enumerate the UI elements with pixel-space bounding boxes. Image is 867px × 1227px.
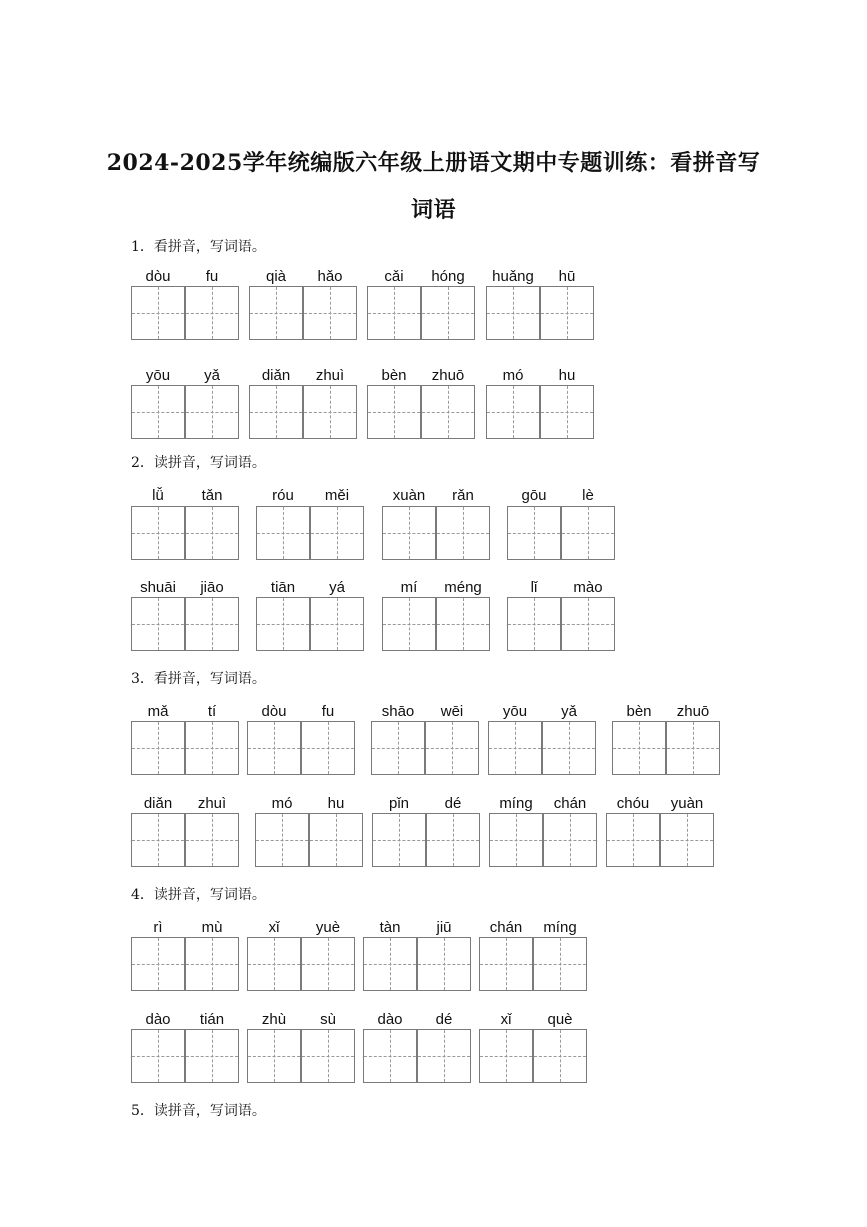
- pinyin-syllable: yá: [329, 579, 345, 596]
- tianzige-writing-box[interactable]: [371, 721, 425, 775]
- pinyin-syllable: fu: [321, 703, 335, 720]
- pinyin-syllable: hū: [558, 268, 576, 285]
- tianzige-writing-box[interactable]: [382, 506, 436, 560]
- pinyin-syllable: zhuì: [197, 795, 227, 812]
- question-5-label: 5．读拼音，写词语。: [131, 1103, 266, 1119]
- tianzige-writing-box[interactable]: [479, 1029, 533, 1083]
- tianzige-writing-box[interactable]: [247, 1029, 301, 1083]
- pinyin-syllable: diǎn: [261, 367, 291, 384]
- tianzige-writing-box[interactable]: [131, 1029, 185, 1083]
- tianzige-writing-box[interactable]: [367, 385, 421, 439]
- tianzige-writing-box[interactable]: [507, 597, 561, 651]
- pinyin-syllable: dòu: [261, 703, 287, 720]
- pinyin-syllable: dé: [435, 1011, 453, 1028]
- pinyin-syllable: pǐn: [388, 795, 410, 812]
- pinyin-syllable: zhuō: [676, 703, 710, 720]
- pinyin-syllable: mí: [400, 579, 418, 596]
- tianzige-writing-box[interactable]: [425, 721, 479, 775]
- tianzige-writing-box[interactable]: [131, 721, 185, 775]
- tianzige-writing-box[interactable]: [363, 1029, 417, 1083]
- pinyin-syllable: fu: [205, 268, 219, 285]
- tianzige-writing-box[interactable]: [561, 506, 615, 560]
- tianzige-writing-box[interactable]: [533, 937, 587, 991]
- pinyin-syllable: bèn: [381, 367, 407, 384]
- pinyin-syllable: zhuō: [431, 367, 465, 384]
- tianzige-writing-box[interactable]: [310, 597, 364, 651]
- tianzige-writing-box[interactable]: [185, 721, 239, 775]
- tianzige-writing-box[interactable]: [666, 721, 720, 775]
- tianzige-writing-box[interactable]: [301, 937, 355, 991]
- pinyin-syllable: měi: [324, 487, 350, 504]
- tianzige-writing-box[interactable]: [417, 1029, 471, 1083]
- pinyin-syllable: róu: [272, 487, 294, 504]
- tianzige-writing-box[interactable]: [363, 937, 417, 991]
- question-4-label: 4．读拼音，写词语。: [131, 887, 266, 903]
- tianzige-writing-box[interactable]: [367, 286, 421, 340]
- tianzige-writing-box[interactable]: [382, 597, 436, 651]
- tianzige-writing-box[interactable]: [309, 813, 363, 867]
- pinyin-syllable: shāo: [381, 703, 415, 720]
- pinyin-syllable: sù: [320, 1011, 336, 1028]
- tianzige-writing-box[interactable]: [303, 286, 357, 340]
- tianzige-writing-box[interactable]: [131, 286, 185, 340]
- pinyin-syllable: lǚ: [152, 487, 164, 504]
- tianzige-writing-box[interactable]: [479, 937, 533, 991]
- pinyin-syllable: lè: [582, 487, 594, 504]
- pinyin-syllable: diǎn: [143, 795, 173, 812]
- tianzige-writing-box[interactable]: [561, 597, 615, 651]
- pinyin-syllable: què: [547, 1011, 573, 1028]
- pinyin-syllable: gōu: [521, 487, 547, 504]
- pinyin-syllable: xuàn: [392, 487, 426, 504]
- pinyin-syllable: chóu: [616, 795, 650, 812]
- pinyin-syllable: cǎi: [384, 268, 404, 285]
- tianzige-writing-box[interactable]: [417, 937, 471, 991]
- tianzige-writing-box[interactable]: [131, 506, 185, 560]
- pinyin-syllable: chán: [489, 919, 523, 936]
- pinyin-syllable: mǎ: [147, 703, 169, 720]
- pinyin-syllable: mù: [201, 919, 223, 936]
- tianzige-writing-box[interactable]: [533, 1029, 587, 1083]
- title-line-2: 词语: [410, 197, 456, 223]
- tianzige-writing-box[interactable]: [255, 813, 309, 867]
- pinyin-syllable: tàn: [379, 919, 401, 936]
- pinyin-syllable: mào: [573, 579, 603, 596]
- tianzige-writing-box[interactable]: [421, 385, 475, 439]
- tianzige-writing-box[interactable]: [542, 721, 596, 775]
- pinyin-syllable: yōu: [502, 703, 528, 720]
- pinyin-syllable: yǎ: [204, 367, 220, 384]
- tianzige-writing-box[interactable]: [185, 813, 239, 867]
- pinyin-syllable: míng: [543, 919, 577, 936]
- tianzige-writing-box[interactable]: [249, 286, 303, 340]
- tianzige-writing-box[interactable]: [301, 721, 355, 775]
- pinyin-syllable: jiū: [436, 919, 452, 936]
- tianzige-writing-box[interactable]: [131, 385, 185, 439]
- pinyin-syllable: xǐ: [268, 919, 280, 936]
- question-1-label: 1．看拼音，写词语。: [131, 239, 266, 255]
- tianzige-writing-box[interactable]: [131, 813, 185, 867]
- pinyin-syllable: yuàn: [670, 795, 704, 812]
- tianzige-writing-box[interactable]: [540, 286, 594, 340]
- pinyin-syllable: rì: [153, 919, 163, 936]
- pinyin-syllable: tí: [207, 703, 217, 720]
- tianzige-writing-box[interactable]: [606, 813, 660, 867]
- pinyin-syllable: wēi: [440, 703, 464, 720]
- pinyin-syllable: mó: [271, 795, 293, 812]
- pinyin-syllable: shuāi: [140, 579, 176, 596]
- tianzige-writing-box[interactable]: [131, 597, 185, 651]
- tianzige-writing-box[interactable]: [185, 385, 239, 439]
- tianzige-writing-box[interactable]: [486, 385, 540, 439]
- tianzige-writing-box[interactable]: [660, 813, 714, 867]
- tianzige-writing-box[interactable]: [372, 813, 426, 867]
- pinyin-syllable: bèn: [626, 703, 652, 720]
- pinyin-syllable: zhuì: [315, 367, 345, 384]
- pinyin-syllable: yǎ: [561, 703, 577, 720]
- tianzige-writing-box[interactable]: [303, 385, 357, 439]
- tianzige-writing-box[interactable]: [247, 721, 301, 775]
- tianzige-writing-box[interactable]: [489, 813, 543, 867]
- tianzige-writing-box[interactable]: [543, 813, 597, 867]
- pinyin-syllable: dào: [377, 1011, 403, 1028]
- pinyin-syllable: zhù: [261, 1011, 287, 1028]
- tianzige-writing-box[interactable]: [540, 385, 594, 439]
- tianzige-writing-box[interactable]: [426, 813, 480, 867]
- pinyin-syllable: hǎo: [317, 268, 343, 285]
- pinyin-syllable: tǎn: [201, 487, 223, 504]
- pinyin-syllable: dé: [444, 795, 462, 812]
- pinyin-syllable: lǐ: [530, 579, 538, 596]
- tianzige-writing-box[interactable]: [131, 937, 185, 991]
- pinyin-syllable: chán: [553, 795, 587, 812]
- pinyin-syllable: jiāo: [200, 579, 224, 596]
- tianzige-writing-box[interactable]: [185, 506, 239, 560]
- pinyin-syllable: hóng: [431, 268, 465, 285]
- pinyin-syllable: hu: [558, 367, 576, 384]
- tianzige-writing-box[interactable]: [436, 506, 490, 560]
- tianzige-writing-box[interactable]: [436, 597, 490, 651]
- tianzige-writing-box[interactable]: [185, 286, 239, 340]
- tianzige-writing-box[interactable]: [256, 506, 310, 560]
- pinyin-syllable: huǎng: [492, 268, 534, 285]
- tianzige-writing-box[interactable]: [185, 937, 239, 991]
- pinyin-syllable: xǐ: [500, 1011, 512, 1028]
- pinyin-syllable: yōu: [145, 367, 171, 384]
- tianzige-writing-box[interactable]: [301, 1029, 355, 1083]
- tianzige-writing-box[interactable]: [256, 597, 310, 651]
- title-line-1: 2024-2025学年统编版六年级上册语文期中专题训练：看拼音写: [106, 150, 761, 176]
- pinyin-syllable: qià: [265, 268, 287, 285]
- tianzige-writing-box[interactable]: [310, 506, 364, 560]
- pinyin-syllable: mó: [502, 367, 524, 384]
- pinyin-syllable: méng: [444, 579, 482, 596]
- pinyin-syllable: tiān: [270, 579, 296, 596]
- tianzige-writing-box[interactable]: [421, 286, 475, 340]
- pinyin-syllable: hu: [327, 795, 345, 812]
- tianzige-writing-box[interactable]: [486, 286, 540, 340]
- tianzige-writing-box[interactable]: [612, 721, 666, 775]
- tianzige-writing-box[interactable]: [507, 506, 561, 560]
- tianzige-writing-box[interactable]: [249, 385, 303, 439]
- pinyin-syllable: yuè: [315, 919, 341, 936]
- tianzige-writing-box[interactable]: [185, 597, 239, 651]
- pinyin-syllable: míng: [499, 795, 533, 812]
- pinyin-syllable: dào: [145, 1011, 171, 1028]
- pinyin-syllable: dòu: [145, 268, 171, 285]
- pinyin-syllable: rǎn: [452, 487, 474, 504]
- question-2-label: 2．读拼音，写词语。: [131, 455, 266, 471]
- question-3-label: 3．看拼音，写词语。: [131, 671, 266, 687]
- tianzige-writing-box[interactable]: [488, 721, 542, 775]
- pinyin-syllable: tián: [199, 1011, 225, 1028]
- tianzige-writing-box[interactable]: [185, 1029, 239, 1083]
- tianzige-writing-box[interactable]: [247, 937, 301, 991]
